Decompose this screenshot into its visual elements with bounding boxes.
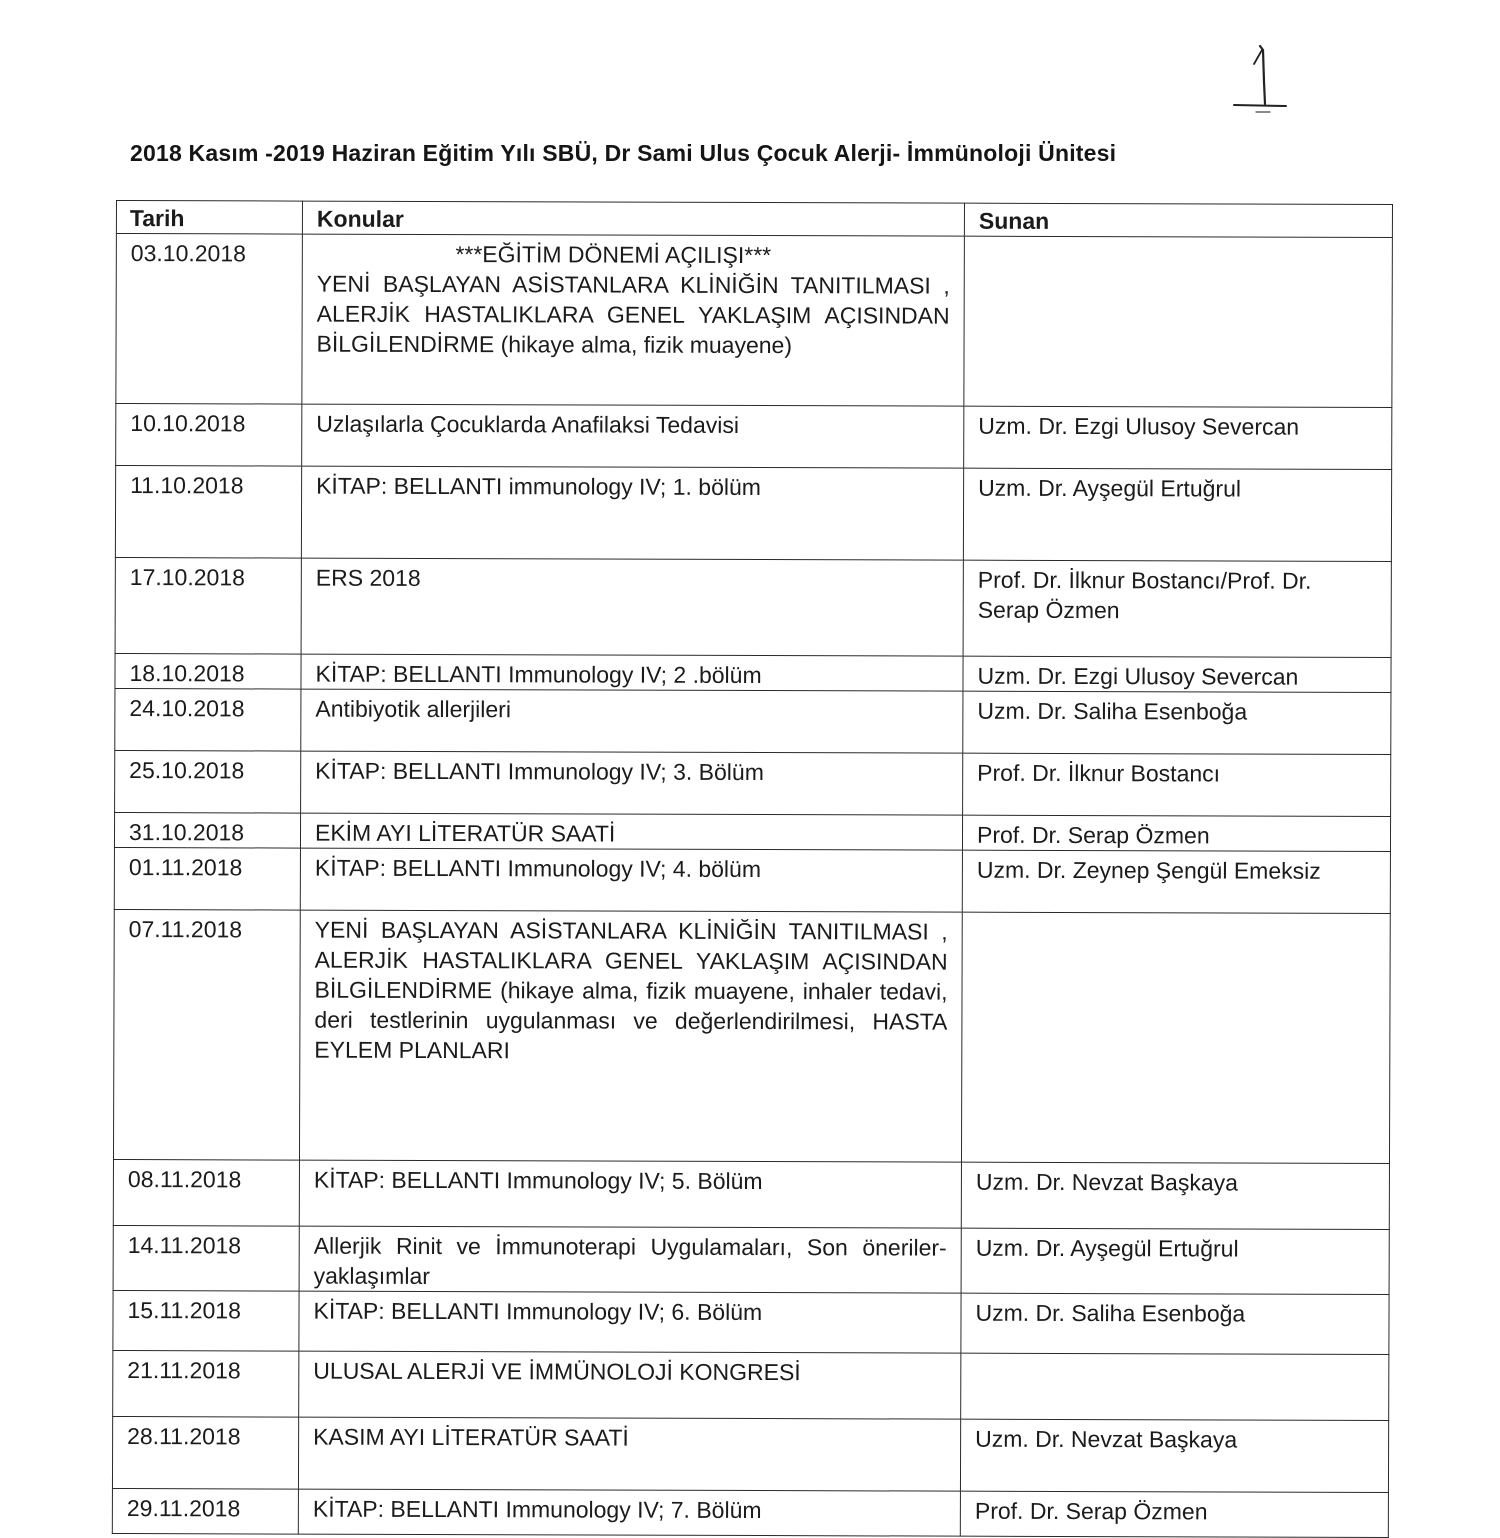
date-cell: 03.10.2018 bbox=[116, 234, 303, 405]
presenter-cell: Uzm. Dr. Ezgi Ulusoy Severcan bbox=[963, 656, 1391, 692]
header-presenter: Sunan bbox=[964, 203, 1392, 237]
date-cell: 01.11.2018 bbox=[114, 847, 300, 910]
presenter-cell: Uzm. Dr. Zeynep Şengül Emeksiz bbox=[962, 850, 1390, 913]
header-topic: Konular bbox=[302, 201, 964, 236]
table-row bbox=[115, 653, 1391, 692]
date-cell: 10.10.2018 bbox=[116, 404, 302, 467]
date-cell: 28.11.2018 bbox=[112, 1416, 298, 1489]
table-row bbox=[114, 812, 1390, 851]
topic-cell: KİTAP: BELLANTI Immunology IV; 2 .bölüm bbox=[301, 654, 963, 691]
handwritten-page-number bbox=[1232, 42, 1288, 116]
presenter-cell: Uzm. Dr. Saliha Esenboğa bbox=[963, 691, 1391, 754]
topic-cell: Antibiyotik allerjileri bbox=[301, 689, 963, 753]
table-row bbox=[115, 750, 1391, 816]
presenter-cell: Uzm. Dr. Ezgi Ulusoy Severcan bbox=[964, 406, 1392, 469]
presenter-cell bbox=[961, 912, 1390, 1163]
document-title: 2018 Kasım -2019 Haziran Eğitim Yılı SBÜ, Dr Sami Ulus Çocuk Alerji- İmmünoloji Ünitesi bbox=[130, 140, 1117, 166]
presenter-cell bbox=[964, 236, 1393, 407]
topic-cell: KİTAP: BELLANTI Immunology IV; 5. Bölüm bbox=[299, 1160, 961, 1228]
date-cell: 07.11.2018 bbox=[113, 909, 300, 1160]
date-cell: 29.11.2018 bbox=[112, 1488, 298, 1534]
presenter-cell: Uzm. Dr. Nevzat Başkaya bbox=[960, 1419, 1388, 1492]
presenter-cell: Prof. Dr. İlknur Bostancı/Prof. Dr. Serap Özmen bbox=[963, 560, 1391, 657]
opening-heading: ***EĞİTİM DÖNEMİ AÇILIŞI*** bbox=[455, 241, 772, 269]
date-cell: 08.11.2018 bbox=[113, 1159, 299, 1226]
presenter-cell: Uzm. Dr. Saliha Esenboğa bbox=[961, 1293, 1389, 1354]
table-row bbox=[116, 404, 1392, 470]
presenter-cell: Uzm. Dr. Nevzat Başkaya bbox=[961, 1162, 1389, 1229]
header-date: Tarih bbox=[116, 201, 302, 235]
date-cell: 25.10.2018 bbox=[115, 750, 301, 813]
table-row bbox=[115, 688, 1391, 754]
table-row bbox=[115, 557, 1391, 657]
topic-cell: KİTAP: BELLANTI Immunology IV; 4. bölüm bbox=[300, 848, 962, 912]
date-cell: 14.11.2018 bbox=[113, 1225, 299, 1291]
date-cell: 11.10.2018 bbox=[115, 466, 301, 559]
topic-cell: KİTAP: BELLANTI Immunology IV; 6. Bölüm bbox=[299, 1291, 961, 1353]
table-row bbox=[116, 234, 1393, 408]
table-row bbox=[113, 1350, 1389, 1420]
date-cell: 21.11.2018 bbox=[113, 1350, 299, 1417]
topic-cell: KASIM AYI LİTERATÜR SAATİ bbox=[298, 1417, 960, 1491]
topic-cell: Uzlaşılarla Çocuklarda Anafilaksi Tedavisi bbox=[302, 404, 964, 468]
topic-cell: KİTAP: BELLANTI Immunology IV; 3. Bölüm bbox=[301, 751, 963, 815]
table-row bbox=[113, 1290, 1389, 1354]
presenter-cell: Prof. Dr. İlknur Bostancı bbox=[963, 753, 1391, 816]
topic-cell: ULUSAL ALERJİ VE İMMÜNOLOJİ KONGRESİ bbox=[299, 1351, 961, 1419]
table-row bbox=[115, 466, 1391, 562]
presenter-cell: Uzm. Dr. Ayşegül Ertuğrul bbox=[963, 468, 1391, 561]
date-cell: 18.10.2018 bbox=[115, 653, 301, 689]
presenter-cell bbox=[961, 1353, 1389, 1420]
table-header-row bbox=[116, 201, 1392, 238]
table-row bbox=[113, 909, 1390, 1163]
date-cell: 31.10.2018 bbox=[114, 812, 300, 848]
date-cell: 24.10.2018 bbox=[115, 688, 301, 751]
topic-cell: KİTAP: BELLANTI Immunology IV; 7. Bölüm bbox=[298, 1489, 960, 1536]
topic-cell: YENİ BAŞLAYAN ASİSTANLARA KLİNİĞİN TANITILMASI , ALERJİK HASTALIKLARA GENEL YAKLAŞIM AÇISINDAN BİLGİLENDİRME (hikaye alma, fizik muayene, inhaler tedavi, deri testlerinin uygulanması ve değerlendirilmesi, HASTA EYLEM PLANLARI bbox=[299, 910, 962, 1162]
date-cell: 15.11.2018 bbox=[113, 1290, 299, 1351]
topic-cell: EKİM AYI LİTERATÜR SAATİ bbox=[300, 813, 962, 850]
presenter-cell: Uzm. Dr. Ayşegül Ertuğrul bbox=[961, 1228, 1389, 1294]
table-row bbox=[112, 1488, 1388, 1537]
presenter-cell: Prof. Dr. Serap Özmen bbox=[960, 1491, 1388, 1537]
topic-cell: KİTAP: BELLANTI immunology IV; 1. bölüm bbox=[301, 466, 963, 560]
topic-cell: ERS 2018 bbox=[301, 558, 963, 656]
schedule-table bbox=[112, 200, 1393, 1538]
table-row bbox=[112, 1416, 1388, 1492]
table-row bbox=[113, 1225, 1389, 1294]
presenter-cell: Prof. Dr. Serap Özmen bbox=[962, 815, 1390, 851]
table-row bbox=[114, 847, 1390, 913]
topic-text: YENİ BAŞLAYAN ASİSTANLARA KLİNİĞİN TANITILMASI , ALERJİK HASTALIKLARA GENEL YAKLAŞIM AÇISINDAN BİLGİLENDİRME (hikaye alma, fizik muayene) bbox=[316, 270, 950, 359]
date-cell: 17.10.2018 bbox=[115, 557, 301, 654]
table-row bbox=[113, 1159, 1389, 1229]
topic-cell bbox=[302, 234, 965, 406]
topic-cell: Allerjik Rinit ve İmmunoterapi Uygulamaları, Son öneriler-yaklaşımlar bbox=[299, 1226, 961, 1293]
